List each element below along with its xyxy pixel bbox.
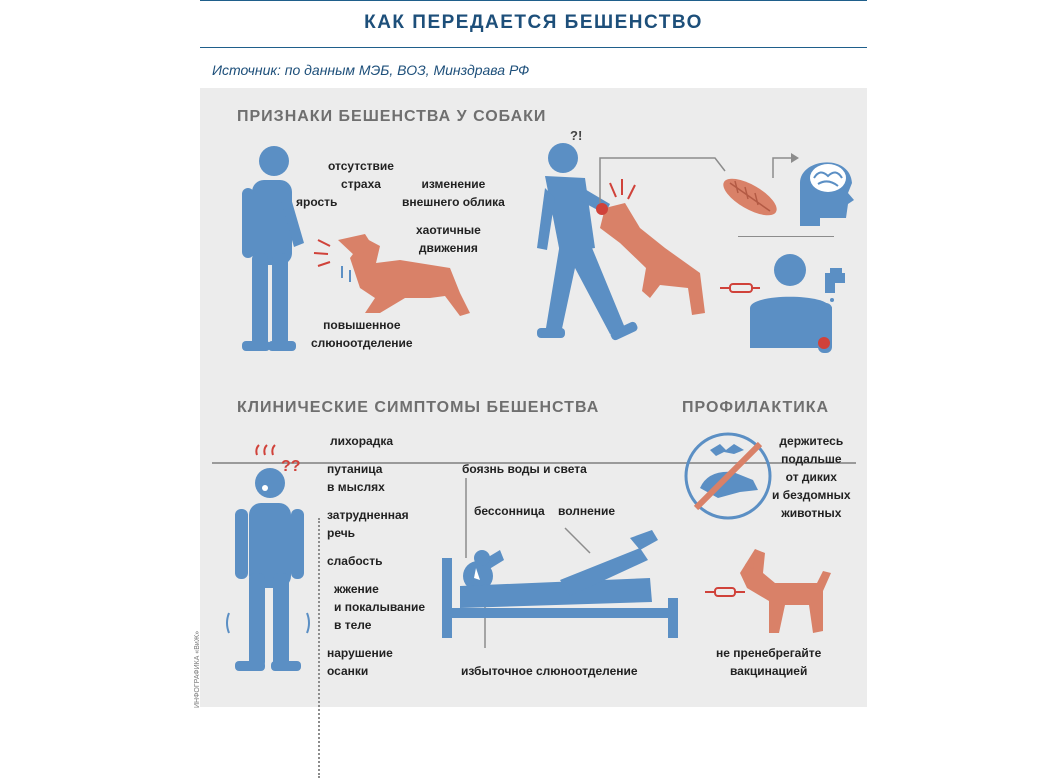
page-title: КАК ПЕРЕДАЕТСЯ БЕШЕНСТВО	[364, 12, 703, 33]
symptom-excess-salivation: избыточное слюноотделение	[461, 664, 638, 678]
sign-chaotic-movements: хаотичные движения	[416, 223, 481, 255]
symptom-burning: жжение и покалывание в теле	[334, 582, 426, 632]
prevention-vaccinate: не пренебрегайте вакцинацией	[716, 646, 822, 678]
sick-man-icon	[225, 443, 315, 683]
title-rule	[200, 47, 867, 48]
patient-in-bed-icon	[440, 468, 680, 648]
top-rule	[200, 0, 867, 1]
head-brain-icon	[790, 148, 860, 228]
symptom-weakness: слабость	[327, 554, 383, 568]
no-wild-animals-icon	[678, 430, 778, 522]
symptom-insomnia: бессонница	[474, 504, 545, 518]
infographic-card	[194, 0, 867, 708]
svg-text:??: ??	[281, 458, 301, 475]
clinical-heading: КЛИНИЧЕСКИЕ СИМПТОМЫ БЕШЕНСТВА	[237, 399, 600, 416]
symptom-confusion: путаница в мыслях	[327, 462, 385, 494]
source-note: Источник: по данным МЭБ, ВОЗ, Минздрава РФ	[212, 62, 530, 78]
symptom-fear-water-light: боязнь воды и света	[462, 462, 587, 476]
symptom-speech: затрудненная речь	[327, 508, 409, 540]
content-panel	[194, 88, 867, 708]
symptom-agitation: волнение	[558, 504, 616, 518]
standing-man-icon	[230, 143, 310, 363]
sign-absence-of-fear: отсутствие страха	[328, 159, 394, 191]
vaccinated-dog-icon	[705, 543, 845, 643]
sign-rage: ярость	[296, 195, 338, 209]
symptom-posture: нарушение осанки	[327, 646, 393, 678]
section-underline	[738, 236, 834, 237]
sign-increased-salivation: повышенное слюноотделение	[311, 318, 413, 350]
prevention-heading: ПРОФИЛАКТИКА	[682, 399, 830, 416]
svg-text:?!: ?!	[570, 128, 583, 143]
credit-text: ИНФОГРАФИКА «ВиЖ»	[194, 630, 201, 708]
prevention-keep-away: держитесь подальше от диких и бездомных животных	[772, 434, 851, 520]
signs-heading: ПРИЗНАКИ БЕШЕНСТВА У СОБАКИ	[237, 108, 547, 125]
virus-icon	[720, 173, 780, 223]
symptom-fever: лихорадка	[330, 434, 394, 448]
symptom-dotted-line	[318, 518, 322, 778]
washing-man-icon	[720, 248, 860, 358]
sign-appearance-change: изменение внешнего облика	[402, 177, 505, 209]
